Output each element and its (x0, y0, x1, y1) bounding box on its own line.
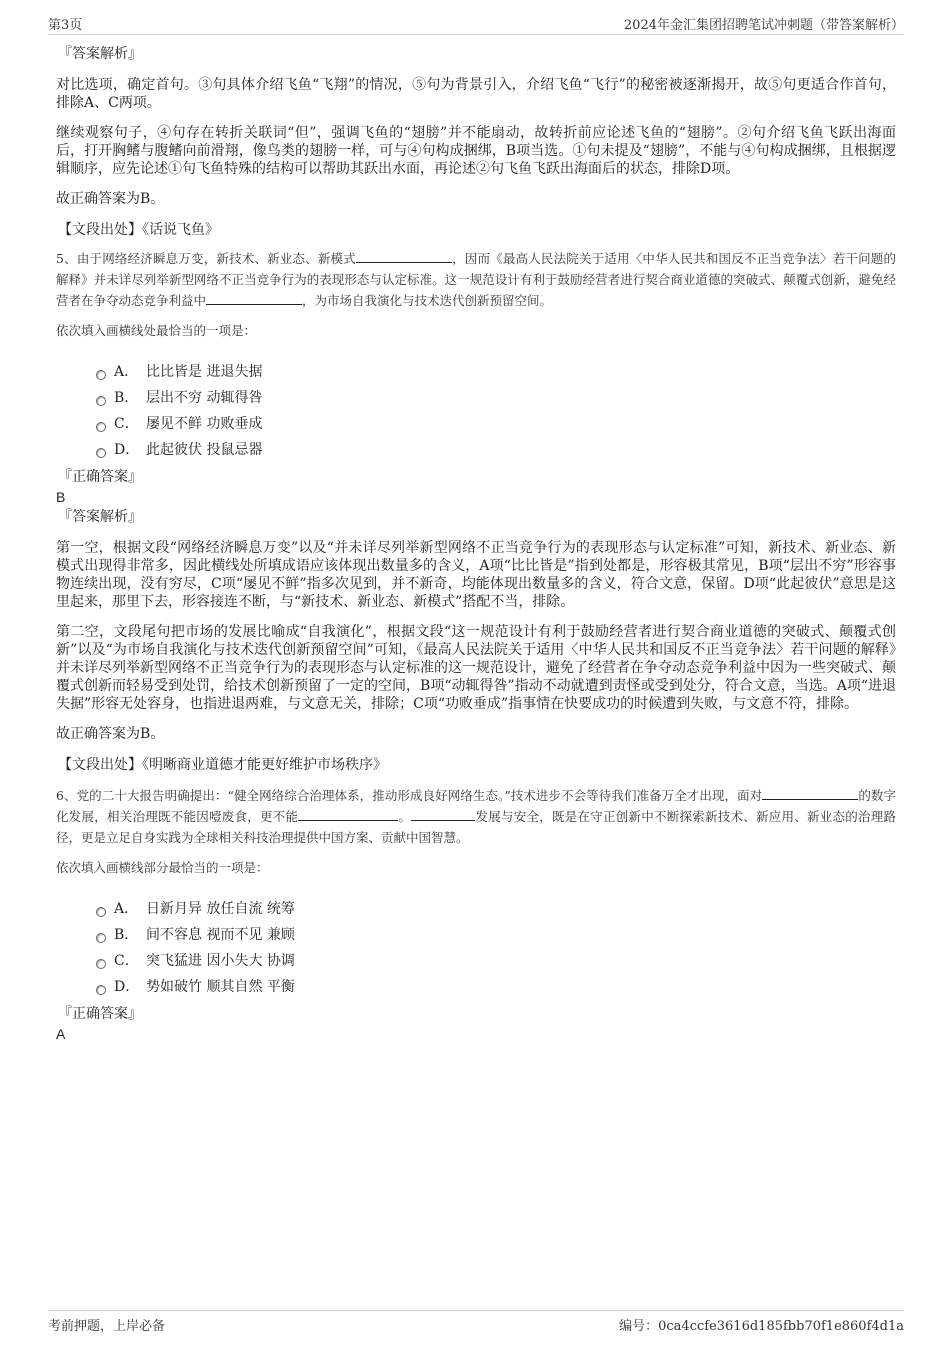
spacer (56, 112, 896, 124)
question-prompt: 依次填入画横线部分最恰当的一项是： (56, 860, 269, 875)
option-letter: B． (114, 390, 139, 406)
correct-answer-heading: 『正确答案』 (58, 469, 142, 485)
question-text: 5、由于网络经济瞬息万变，新技术、新业态、新模式 (56, 251, 356, 266)
radio-button-icon[interactable] (96, 422, 106, 432)
radio-button-icon[interactable] (96, 959, 106, 969)
question-5 (56, 248, 896, 311)
option-d[interactable] (96, 437, 896, 463)
spacer (56, 311, 896, 321)
spacer (56, 611, 896, 623)
option-letter: B． (114, 927, 139, 943)
correct-answer-value: B (56, 489, 66, 505)
option-text: 突飞猛进 因小失大 协调 (146, 953, 295, 969)
question-text: 6、党的二十大报告明确提出：“健全网络综合治理体系，推动形成良好网络生态。”技术进步不会等待我们准备万全才出现，面对 (56, 788, 763, 803)
analysis-heading: 『答案解析』 (58, 509, 142, 525)
option-a[interactable] (96, 359, 896, 385)
page-header (48, 12, 904, 35)
question-6 (56, 785, 896, 848)
analysis-paragraph: 第一空，根据文段“网络经济瞬息万变”以及“并未详尽列举新型网络不正当竞争行为的表现形态与认定标准”可知，新技术、新业态、新模式出现得非常多，因此横线处所填成语应该体现出数量多的含义，A项“比比皆是”指到处都是，形容极其常见，B项“层出不穷”形容事物连续出现，没有穷尽，C项“屡见不鲜”指多次见到，并不新奇，均能体现出数量多的含义，符合文意，保留。D项“此起彼伏”意思是这里起来，那里下去，形容接连不断，与“新技术、新业态、新模式”搭配不当，排除。 (56, 540, 896, 610)
question-text: ，因而《最高人民法院关于适用〈中华人民共和国反不正当竞争法〉若干问题的解释》并未详尽列举新型网络不正当竞争行为的表现形态与认定标准。这一规范设计有利于鼓励经营者进行契合商业道德的突破式、颠覆式创新，避免经营者在争夺动态竞争利益中 (56, 251, 896, 308)
option-text: 层出不穷 动辄得咎 (146, 390, 263, 406)
answer-blank (411, 807, 475, 821)
spacer (56, 848, 896, 858)
radio-button-icon[interactable] (96, 370, 106, 380)
question-text: 。 (398, 809, 412, 824)
option-letter: C． (114, 416, 139, 432)
source-citation: 【文段出处】《话说飞鱼》 (58, 222, 219, 238)
spacer (56, 527, 896, 539)
footer-slogan: 考前押题，上岸必备 (48, 1319, 166, 1334)
question-prompt: 依次填入画横线处最恰当的一项是： (56, 323, 257, 338)
option-letter: D． (114, 979, 140, 995)
document-title: 2024年金汇集团招聘笔试冲刺题（带答案解析） (623, 18, 904, 33)
correct-answer-value: A (56, 1026, 66, 1042)
spacer (56, 64, 896, 76)
radio-button-icon[interactable] (96, 933, 106, 943)
document-id: 编号：0ca4ccfe3616d185fbb70f1e860f4d1a (619, 1319, 904, 1334)
option-d[interactable] (96, 974, 896, 1000)
option-text: 此起彼伏 投鼠忌器 (146, 442, 263, 458)
answer-blank (356, 249, 452, 263)
page-number: 第3页 (48, 18, 83, 33)
spacer (56, 713, 896, 725)
analysis-paragraph: 对比选项，确定首句。③句具体介绍飞鱼“飞翔”的情况，⑤句为背景引入，介绍飞鱼“飞行”的秘密被逐渐揭开，故⑤句更适合作首句，排除A、C两项。 (56, 77, 896, 111)
radio-button-icon[interactable] (96, 985, 106, 995)
analysis-paragraph: 继续观察句子，④句存在转折关联词“但”，强调飞鱼的“翅膀”并不能扇动，故转折前应论述飞鱼的“翅膀”。②句介绍飞鱼飞跃出海面后，打开胸鳍与腹鳍向前滑翔，像鸟类的翅膀一样，可与④句构成捆绑，B项当选。①句未提及“翅膀”，不能与④句构成捆绑，且根据逻辑顺序，应先论述①句飞鱼特殊的结构可以帮助其跃出水面，再论述②句飞鱼飞跃出海面后的状态，排除D项。 (56, 125, 896, 177)
spacer (56, 208, 896, 220)
option-text: 势如破竹 顺其自然 平衡 (146, 979, 295, 995)
option-list (96, 359, 896, 463)
option-text: 间不容息 视而不见 兼顾 (146, 927, 295, 943)
answer-blank (298, 807, 398, 821)
option-letter: A． (114, 901, 139, 917)
question-text: ，为市场自我演化与技术迭代创新预留空间。 (302, 293, 553, 308)
option-a[interactable] (96, 896, 896, 922)
spacer (56, 178, 896, 190)
radio-button-icon[interactable] (96, 907, 106, 917)
option-list (96, 896, 896, 1000)
question-text: 发展与安全，既是在守正创新中不断探索新技术、新应用、新业态的治理路径，更是立足自身实践为全球相关科技治理提供中国方案、贡献中国智慧。 (56, 809, 896, 845)
option-b[interactable] (96, 922, 896, 948)
source-citation: 【文段出处】《明晰商业道德才能更好维护市场秩序》 (58, 757, 387, 773)
page-footer (48, 1310, 904, 1335)
option-text: 日新月异 放任自流 统筹 (146, 901, 295, 917)
option-letter: D． (114, 442, 140, 458)
option-letter: A． (114, 364, 139, 380)
option-text: 屡见不鲜 功败垂成 (146, 416, 263, 432)
answer-blank (206, 291, 302, 305)
option-b[interactable] (96, 385, 896, 411)
answer-blank (762, 786, 858, 800)
option-text: 比比皆是 进退失据 (146, 364, 263, 380)
analysis-heading: 『答案解析』 (58, 46, 142, 62)
conclusion-paragraph: 故正确答案为B。 (56, 191, 165, 207)
spacer (56, 743, 896, 755)
option-c[interactable] (96, 948, 896, 974)
correct-answer-heading: 『正确答案』 (58, 1006, 142, 1022)
question-text: 的数字化发展，相关治理既不能因噎废食，更不能 (56, 788, 896, 824)
option-letter: C． (114, 953, 139, 969)
option-c[interactable] (96, 411, 896, 437)
radio-button-icon[interactable] (96, 448, 106, 458)
conclusion-paragraph: 故正确答案为B。 (56, 726, 165, 742)
document-body (56, 44, 896, 1044)
radio-button-icon[interactable] (96, 396, 106, 406)
analysis-paragraph: 第二空，文段尾句把市场的发展比喻成“自我演化”，根据文段“这一规范设计有利于鼓励经营者进行契合商业道德的突破式、颠覆式创新”以及“为市场自我演化与技术迭代创新预留空间”可知，《最高人民法院关于适用〈中华人民共和国反不正当竞争法〉若干问题的解释》并未详尽列举新型网络不正当竞争行为的表现形态与认定标准的这一规范设计，避免了经营者在争夺动态竞争利益中因为一些突破式、颠覆式创新而轻易受到处罚，给技术创新预留了一定的空间，B项“动辄得咎”指动不动就遭到责怪或受到处分，符合文意，当选。A项“进退失据”形容无处容身，也指进退两难，与文意无关，排除；C项“功败垂成”指事情在快要成功的时候遭到失败，与文意不符，排除。 (56, 624, 896, 712)
